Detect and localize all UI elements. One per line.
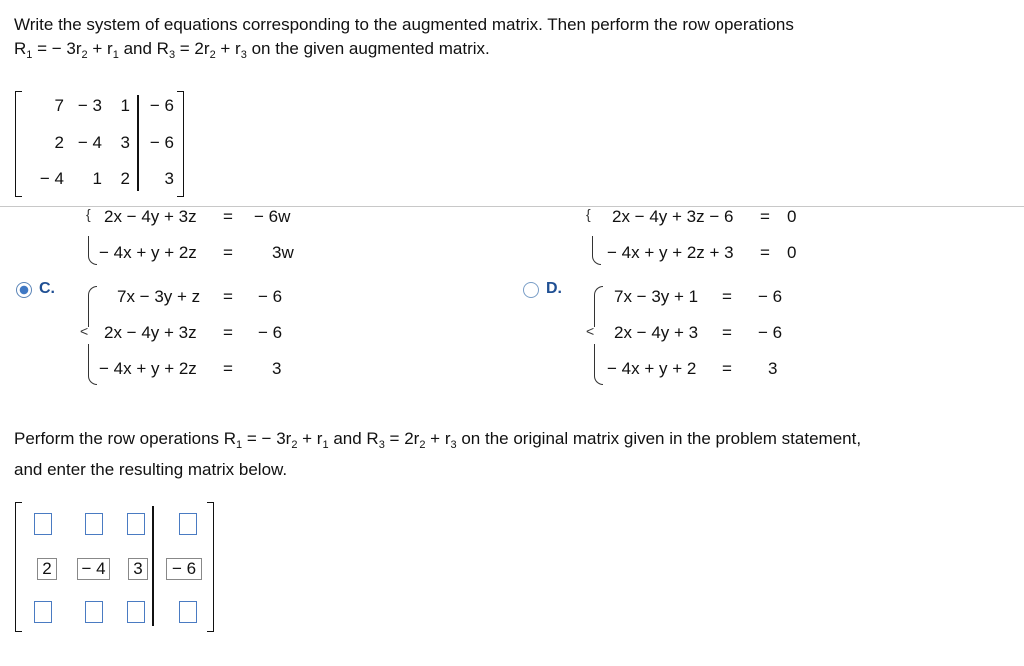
matrix-cell: 1: [92, 169, 102, 188]
equation-op: =: [223, 243, 233, 262]
brace-icon: [88, 236, 97, 265]
matrix-cell: − 6: [149, 133, 174, 152]
brace-icon: [594, 344, 603, 385]
matrix-cell: − 4: [39, 169, 64, 188]
equation-lhs: 2x − 4y + 3z: [104, 207, 197, 226]
equation-op: =: [223, 287, 233, 306]
equation-op: =: [722, 359, 732, 378]
matrix-cell: − 6: [149, 96, 174, 115]
option-d-radio[interactable]: [523, 282, 539, 298]
answer-input[interactable]: [127, 513, 145, 535]
answer-input[interactable]: [179, 601, 197, 623]
answer-divider: [152, 506, 154, 626]
answer-input[interactable]: [34, 601, 52, 623]
equation-op: =: [722, 323, 732, 342]
brace-icon: <: [80, 323, 89, 339]
equation-rhs: − 6: [758, 287, 783, 306]
equation-rhs: 3w: [272, 243, 294, 262]
perform-line-1: Perform the row operations $R_1$ = − $3r_2 + r_1$ and $R_3 = 2r_2 + r_3$ on the original matrix given in the problem statement,: [14, 429, 862, 451]
answer-right-bracket: [207, 502, 214, 632]
equation-op: =: [223, 207, 233, 226]
matrix-cell: 2: [54, 133, 64, 152]
matrix-cell: 2: [120, 169, 130, 188]
equation-op: =: [760, 207, 770, 226]
equation-rhs: − 6: [758, 323, 783, 342]
equation-lhs: 2x − 4y + 3z − 6: [612, 207, 734, 226]
equation-op: =: [722, 287, 732, 306]
answer-input[interactable]: [34, 513, 52, 535]
brace-icon: {: [586, 206, 591, 222]
question-line-2: $R_1$ = − $3r_2 + r_1$ and $R_3 = 2r_2 + r_3$ on the given augmented matrix.: [14, 39, 490, 61]
matrix-cell: 3: [120, 133, 130, 152]
equation-lhs: − 4x + y + 2: [607, 359, 697, 378]
question-line-1: Write the system of equations corresponding to the augmented matrix. Then perform the row operations: [14, 15, 794, 34]
equation-lhs: 2x − 4y + 3z: [104, 323, 197, 342]
equation-op: =: [223, 359, 233, 378]
matrix-cell: − 3: [77, 96, 102, 115]
answer-fixed-cell: 3: [128, 558, 148, 580]
option-c-radio[interactable]: [16, 282, 32, 298]
matrix-cell: 7: [54, 96, 64, 115]
option-d-label[interactable]: D.: [546, 280, 562, 297]
equation-op: =: [223, 323, 233, 342]
brace-icon: {: [86, 206, 91, 222]
matrix-cell: 1: [120, 96, 130, 115]
equation-lhs: − 4x + y + 2z: [99, 243, 197, 262]
brace-icon: [594, 286, 603, 327]
matrix-right-bracket: [177, 91, 184, 197]
brace-icon: [88, 286, 97, 327]
brace-icon: [592, 236, 601, 265]
perform-line-2: and enter the resulting matrix below.: [14, 460, 288, 479]
matrix-cell: − 4: [77, 133, 102, 152]
equation-rhs: 3: [768, 359, 778, 378]
answer-input[interactable]: [127, 601, 145, 623]
answer-input[interactable]: [179, 513, 197, 535]
option-c-label[interactable]: C.: [39, 280, 55, 297]
equation-lhs: 2x − 4y + 3: [614, 323, 699, 342]
equation-rhs: 0: [787, 207, 797, 226]
equation-rhs: 3: [272, 359, 282, 378]
matrix-left-bracket: [15, 91, 22, 197]
equation-lhs: 7x − 3y + 1: [614, 287, 699, 306]
matrix-divider: [137, 95, 139, 191]
equation-rhs: − 6w: [254, 207, 291, 226]
equation-rhs: − 6: [258, 287, 283, 306]
answer-input[interactable]: [85, 513, 103, 535]
answer-fixed-cell: 2: [37, 558, 57, 580]
matrix-cell: 3: [164, 169, 174, 188]
answer-input[interactable]: [85, 601, 103, 623]
brace-icon: [88, 344, 97, 385]
equation-rhs: − 6: [258, 323, 283, 342]
equation-lhs: − 4x + y + 2z: [99, 359, 197, 378]
answer-fixed-cell: − 6: [166, 558, 202, 580]
equation-rhs: 0: [787, 243, 797, 262]
brace-icon: <: [586, 323, 595, 339]
equation-op: =: [760, 243, 770, 262]
answer-left-bracket: [15, 502, 22, 632]
equation-lhs: 7x − 3y + z: [117, 287, 201, 306]
equation-lhs: − 4x + y + 2z + 3: [607, 243, 734, 262]
answer-fixed-cell: − 4: [77, 558, 110, 580]
